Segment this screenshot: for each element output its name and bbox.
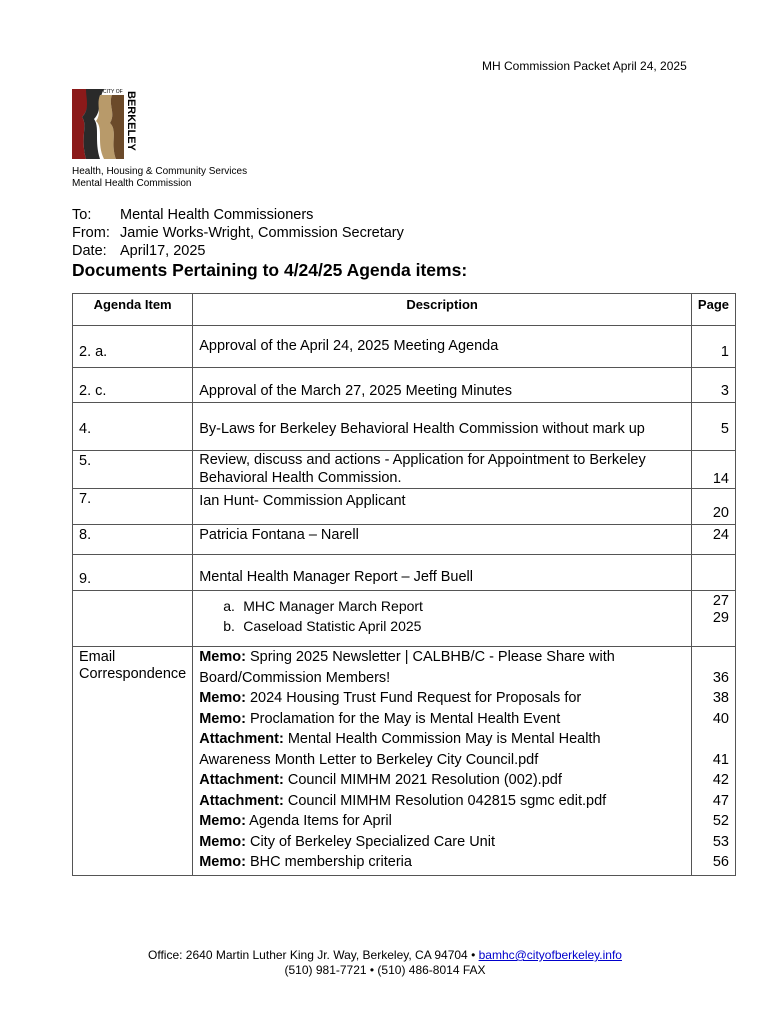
row-item: 4. bbox=[73, 403, 193, 451]
page-number: 56 bbox=[712, 854, 729, 870]
table-row bbox=[73, 403, 736, 451]
page-number bbox=[698, 647, 729, 668]
agenda-table bbox=[72, 293, 736, 876]
correspondence-list bbox=[193, 647, 692, 876]
to-value: Mental Health Commissioners bbox=[120, 207, 314, 223]
header-description: Description bbox=[193, 294, 692, 326]
list-item: Attachment: Council MIMHM 2021 Resolution (002).pdf bbox=[199, 772, 562, 788]
city-logo bbox=[72, 89, 140, 159]
list-item: Attachment: Council MIMHM Resolution 042815 sgmc edit.pdf bbox=[199, 792, 607, 809]
row-item: 5. bbox=[73, 451, 193, 489]
list-item: Memo: Proclamation for the May is Mental Health Event bbox=[199, 710, 561, 727]
list-item: Attachment: Mental Health Commission May is Mental Health bbox=[199, 731, 601, 747]
correspondence-label-line1: Email bbox=[79, 649, 116, 665]
correspondence-label bbox=[73, 647, 193, 876]
footer-address: Office: 2640 Martin Luther King Jr. Way, Berkeley, CA 94704 • bbox=[148, 948, 479, 962]
footer-line1 bbox=[0, 948, 770, 963]
page-number: 36 bbox=[712, 669, 729, 686]
list-item: Board/Commission Members! bbox=[199, 669, 391, 686]
page-number bbox=[698, 729, 729, 750]
subitem-marker: a. bbox=[223, 598, 235, 614]
date-label: Date: bbox=[72, 243, 107, 259]
row-item: 9. bbox=[73, 555, 193, 591]
subitem-list bbox=[199, 596, 685, 636]
logo-name: BERKELEY bbox=[125, 91, 137, 151]
subitem-page: 29 bbox=[712, 610, 729, 626]
table-header bbox=[73, 294, 736, 326]
footer-line2: (510) 981-7721 • (510) 486-8014 FAX bbox=[284, 963, 486, 977]
table-row bbox=[73, 451, 736, 489]
memo-block bbox=[72, 206, 404, 260]
dept-line2: Mental Health Commission bbox=[72, 178, 192, 189]
list-item bbox=[223, 616, 685, 636]
row-item: 2. c. bbox=[73, 368, 193, 403]
row-description: Ian Hunt- Commission Applicant bbox=[193, 489, 692, 525]
table-row bbox=[73, 368, 736, 403]
dept-line1: Health, Housing & Community Services bbox=[72, 166, 248, 177]
row-description: By-Laws for Berkeley Behavioral Health Commission without mark up bbox=[193, 403, 692, 451]
from-label: From: bbox=[72, 225, 110, 241]
list-item: Memo: BHC membership criteria bbox=[199, 854, 412, 870]
department bbox=[72, 166, 247, 190]
row-page: 5 bbox=[691, 403, 735, 451]
page-number: 42 bbox=[712, 772, 729, 788]
page-number: 47 bbox=[712, 792, 729, 809]
page-number: 52 bbox=[712, 813, 729, 829]
subitem-text: Caseload Statistic April 2025 bbox=[243, 618, 422, 634]
row-item: 7. bbox=[73, 489, 193, 525]
email-link[interactable]: bamhc@cityofberkeley.info bbox=[478, 948, 622, 962]
list-item: Memo: Spring 2025 Newsletter | CALBHB/C - Please Share with bbox=[199, 649, 615, 665]
subitem-pages bbox=[691, 591, 735, 647]
document-title: Documents Pertaining to 4/24/25 Agenda items: bbox=[72, 260, 468, 280]
page-number: 40 bbox=[712, 710, 729, 727]
header-agenda-item: Agenda Item bbox=[73, 294, 193, 326]
row-page bbox=[691, 555, 735, 591]
table-row-correspondence bbox=[73, 647, 736, 876]
table-row bbox=[73, 326, 736, 368]
from-value: Jamie Works-Wright, Commission Secretary bbox=[120, 225, 404, 241]
row-description: Mental Health Manager Report – Jeff Buell bbox=[193, 555, 692, 591]
correspondence-pages bbox=[691, 647, 735, 876]
table-row bbox=[73, 489, 736, 525]
subitem-marker: b. bbox=[223, 618, 235, 634]
row-description: Review, discuss and actions - Application for Appointment to Berkeley Behavioral Health Commission. bbox=[193, 451, 692, 489]
row-page: 20 bbox=[691, 489, 735, 525]
date-value: April17, 2025 bbox=[120, 243, 206, 259]
table-row bbox=[73, 525, 736, 555]
list-item: Memo: Agenda Items for April bbox=[199, 813, 392, 829]
row-page: 3 bbox=[691, 368, 735, 403]
list-item bbox=[223, 596, 685, 616]
row-item: 8. bbox=[73, 525, 193, 555]
row-description: Approval of the April 24, 2025 Meeting Agenda bbox=[193, 326, 692, 368]
row-page: 14 bbox=[691, 451, 735, 489]
page-number: 38 bbox=[712, 690, 729, 706]
row-item-empty bbox=[73, 591, 193, 647]
subitem-text: MHC Manager March Report bbox=[243, 598, 423, 614]
list-item: Awareness Month Letter to Berkeley City Council.pdf bbox=[199, 751, 539, 768]
row-page: 24 bbox=[691, 525, 735, 555]
to-label: To: bbox=[72, 207, 92, 223]
subitem-page: 27 bbox=[712, 593, 729, 609]
table-row bbox=[73, 555, 736, 591]
list-item: Memo: 2024 Housing Trust Fund Request for Proposals for bbox=[199, 690, 582, 706]
subitem-list-cell bbox=[193, 591, 692, 647]
row-item: 2. a. bbox=[73, 326, 193, 368]
list-item: Memo: City of Berkeley Specialized Care Unit bbox=[199, 833, 495, 850]
footer bbox=[0, 948, 770, 978]
packet-header: MH Commission Packet April 24, 2025 bbox=[482, 59, 687, 73]
row-description: Patricia Fontana – Narell bbox=[193, 525, 692, 555]
correspondence-label-line2: Correspondence bbox=[79, 666, 187, 682]
header-page: Page bbox=[691, 294, 735, 326]
row-description: Approval of the March 27, 2025 Meeting Minutes bbox=[193, 368, 692, 403]
row-page: 1 bbox=[691, 326, 735, 368]
table-row-subitems bbox=[73, 591, 736, 647]
page-number: 53 bbox=[712, 833, 729, 850]
logo-small-text: CITY OF bbox=[103, 89, 123, 95]
page-number: 41 bbox=[712, 751, 729, 768]
